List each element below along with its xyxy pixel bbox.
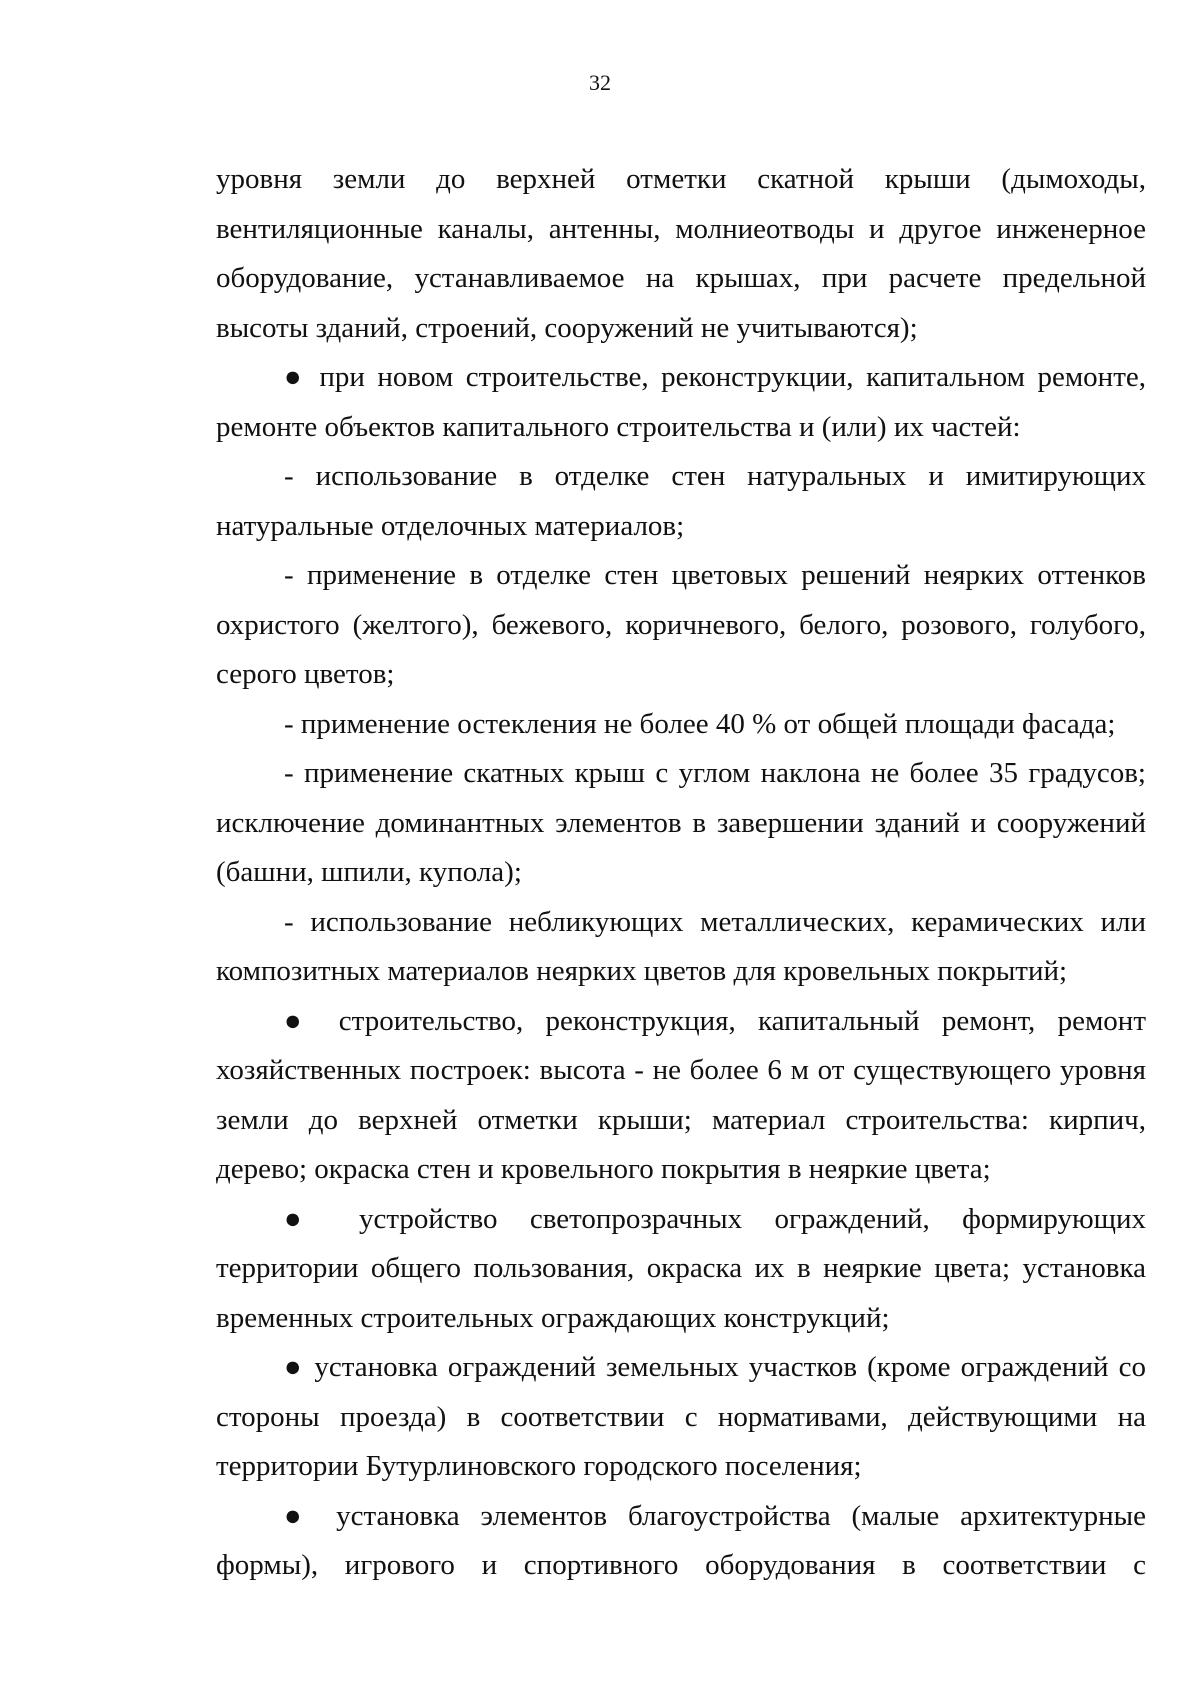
paragraph-9-bullet: ● устройство светопрозрачных ограждений, формирующих территории общего пользования, окраска их в неяркие цвета; установка временных строительных ограждающих конструкций; [216, 1202, 1146, 1334]
paragraph-11-bullet: ● установка элементов благоустройства (малые архитектурные формы), игрового и спортивного оборудования в соответствии с [216, 1499, 1146, 1581]
paragraph-8-bullet: ● строительство, реконструкция, капитальный ремонт, ремонт хозяйственных построек: высота - не более 6 м от существующего уровня земли до верхней отметки крыши; материал строительства: кирпич, дерево; окраска стен и кровельного покрытия в неяркие цвета; [216, 1004, 1146, 1185]
paragraph-2-bullet: ● при новом строительстве, реконструкции, капитальном ремонте, ремонте объектов капитального строительства и (или) их частей: [216, 361, 1146, 443]
paragraph-3: - использование в отделке стен натуральных и имитирующих натуральные отделочных материалов; [216, 460, 1146, 542]
paragraph-4: - применение в отделке стен цветовых решений неярких оттенков охристого (желтого), бежевого, коричневого, белого, розового, голубого, серого цветов; [216, 559, 1146, 690]
page-number: 32 [589, 70, 611, 95]
paragraph-5: - применение остекления не более 40 % от общей площади фасада; [284, 707, 1116, 740]
paragraph-6: - применение скатных крыш с углом наклона не более 35 градусов; исключение доминантных элементов в завершении зданий и сооружений (башни, шпили, купола); [216, 757, 1146, 888]
document-body [216, 155, 1146, 1591]
paragraph-7: - использование небликующих металлических, керамических или композитных материалов неярких цветов для кровельных покрытий; [216, 905, 1146, 987]
paragraph-1: уровня земли до верхней отметки скатной крыши (дымоходы, вентиляционные каналы, антенны, молниеотводы и другое инженерное оборудование, устанавливаемое на крышах, при расчете предельной высоты зданий, строений, сооружений не учитываются); [216, 163, 1146, 344]
paragraph-10-bullet: ● установка ограждений земельных участков (кроме ограждений со стороны проезда) в соответствии с нормативами, действующими на территории Бутурлиновского городского поселения; [216, 1351, 1146, 1482]
